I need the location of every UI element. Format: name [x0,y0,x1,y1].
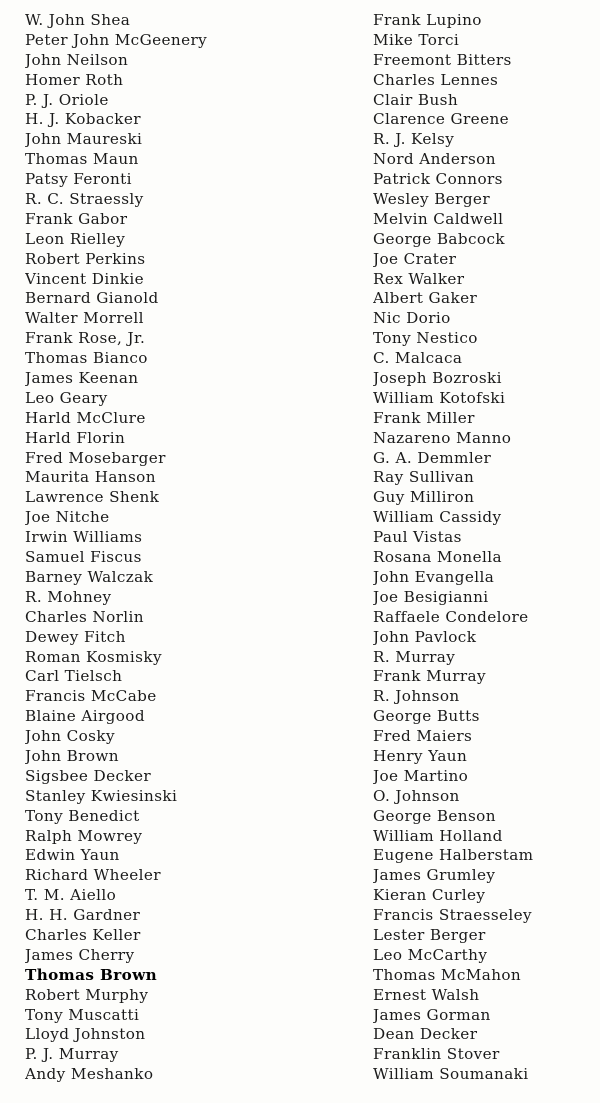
name-entry: Nazareno Manno [373,428,512,447]
name-entry: Guy Milliron [373,488,475,507]
name-entry: Nord Anderson [373,150,496,169]
name-entry: Stanley Kwiesinski [25,786,178,805]
name-entry: Joe Crater [373,249,457,268]
name-entry: Patsy Feronti [25,170,132,189]
name-entry: H. J. Kobacker [25,110,141,129]
name-entry: Frank Rose, Jr. [25,329,146,348]
name-entry: Lloyd Johnston [25,1025,146,1044]
name-entry: William Kotofski [373,388,506,407]
name-entry: Roman Kosmisky [25,647,162,666]
name-entry: Patrick Connors [373,170,503,189]
name-entry: John Neilson [25,50,129,69]
name-entry: Blaine Airgood [25,707,145,726]
name-entry: John Brown [25,746,119,765]
name-entry: Leo McCarthy [373,945,488,964]
name-entry: William Cassidy [373,508,502,527]
name-entry: Joe Nitche [25,508,110,527]
name-entry: H. H. Gardner [25,906,141,925]
name-entry: Melvin Caldwell [373,209,504,228]
name-entry: Maurita Hanson [25,468,156,487]
name-entry: James Gorman [373,1005,491,1024]
name-entry: R. Mohney [25,587,112,606]
name-entry: Lester Berger [373,925,486,944]
name-entry: Andy Meshanko [25,1065,154,1084]
name-entry: T. M. Aiello [25,886,117,905]
name-entry: R. Johnson [373,687,460,706]
name-entry: Clair Bush [373,90,458,109]
name-entry: Wesley Berger [373,190,490,209]
name-entry: Ernest Walsh [373,985,480,1004]
name-entry: Frank Miller [373,408,475,427]
name-entry: Robert Murphy [25,985,149,1004]
name-entry: R. Murray [373,647,456,666]
name-entry: Peter John McGeenery [25,30,208,49]
name-entry: Tony Nestico [373,329,478,348]
name-entry: G. A. Demmler [373,448,492,467]
name-entry: Nic Dorio [373,309,451,328]
left-name-column [25,11,335,1085]
name-entry: Freemont Bitters [373,50,512,69]
name-entry: Leon Rielley [25,229,126,248]
name-entry: James Grumley [373,866,496,885]
name-entry: John Evangella [373,567,495,586]
name-entry: O. Johnson [373,786,460,805]
name-entry: Joe Martino [373,766,469,785]
name-entry: Harld Florin [25,428,126,447]
name-entry: Homer Roth [25,70,124,89]
name-entry: Raffaele Condelore [373,607,529,626]
name-entry: James Cherry [25,945,135,964]
name-entry: Lawrence Shenk [25,488,160,507]
name-entry: Thomas Brown [25,965,158,984]
name-entry: Rosana Monella [373,548,502,567]
name-entry: P. J. Murray [25,1045,119,1064]
name-entry: Paul Vistas [373,528,462,547]
name-entry: Samuel Fiscus [25,548,142,567]
name-entry: Charles Keller [25,925,141,944]
name-entry: George Benson [373,806,496,825]
name-entry: Joe Besigianni [373,587,489,606]
name-entry: Harld McClure [25,408,146,427]
name-entry: C. Malcaca [373,349,463,368]
name-entry: Kieran Curley [373,886,486,905]
name-entry: R. C. Straessly [25,190,144,209]
name-entry: Leo Geary [25,388,108,407]
name-entry: Clarence Greene [373,110,510,129]
name-entry: W. John Shea [25,11,131,29]
name-entry: John Maureski [25,130,143,149]
name-entry: George Babcock [373,229,505,248]
name-entry: Rex Walker [373,269,465,288]
name-entry: Sigsbee Decker [25,766,152,785]
name-entry: Franklin Stover [373,1045,500,1064]
name-entry: William Soumanaki [373,1065,529,1084]
name-entry: Mike Torci [373,30,460,49]
name-entry: Thomas Bianco [25,349,148,368]
name-entry: Albert Gaker [373,289,478,308]
name-entry: George Butts [373,707,480,726]
name-entry: Bernard Gianold [25,289,159,308]
name-entry: P. J. Oriole [25,90,109,109]
name-entry: Edwin Yaun [25,846,120,865]
name-entry: Henry Yaun [373,746,468,765]
name-entry: Frank Murray [373,667,486,686]
name-entry: Fred Maiers [373,727,473,746]
right-name-column [373,11,595,1085]
name-entry: Tony Muscatti [25,1005,140,1024]
name-entry: Vincent Dinkie [25,269,145,288]
name-entry: Walter Morrell [25,309,144,328]
name-entry: Thomas Maun [25,150,139,169]
name-entry: Frank Lupino [373,11,482,29]
name-entry: John Pavlock [373,627,477,646]
name-entry: John Cosky [25,727,115,746]
name-entry: Robert Perkins [25,249,146,268]
name-entry: Frank Gabor [25,209,128,228]
name-entry: Dewey Fitch [25,627,126,646]
name-entry: Ralph Mowrey [25,826,143,845]
name-entry: Joseph Bozroski [373,369,502,388]
name-entry: Eugene Halberstam [373,846,534,865]
name-entry: Ray Sullivan [373,468,475,487]
name-entry: James Keenan [25,369,139,388]
name-entry: Francis Straesseley [373,906,533,925]
name-entry: Charles Lennes [373,70,499,89]
name-entry: Thomas McMahon [373,965,522,984]
name-entry: Irwin Williams [25,528,143,547]
name-entry: William Holland [373,826,503,845]
name-entry: R. J. Kelsy [373,130,455,149]
name-entry: Richard Wheeler [25,866,161,885]
name-entry: Carl Tielsch [25,667,123,686]
name-entry: Tony Benedict [25,806,140,825]
name-entry: Dean Decker [373,1025,478,1044]
name-entry: Fred Mosebarger [25,448,166,467]
name-entry: Barney Walczak [25,567,154,586]
name-entry: Charles Norlin [25,607,144,626]
name-entry: Francis McCabe [25,687,157,706]
